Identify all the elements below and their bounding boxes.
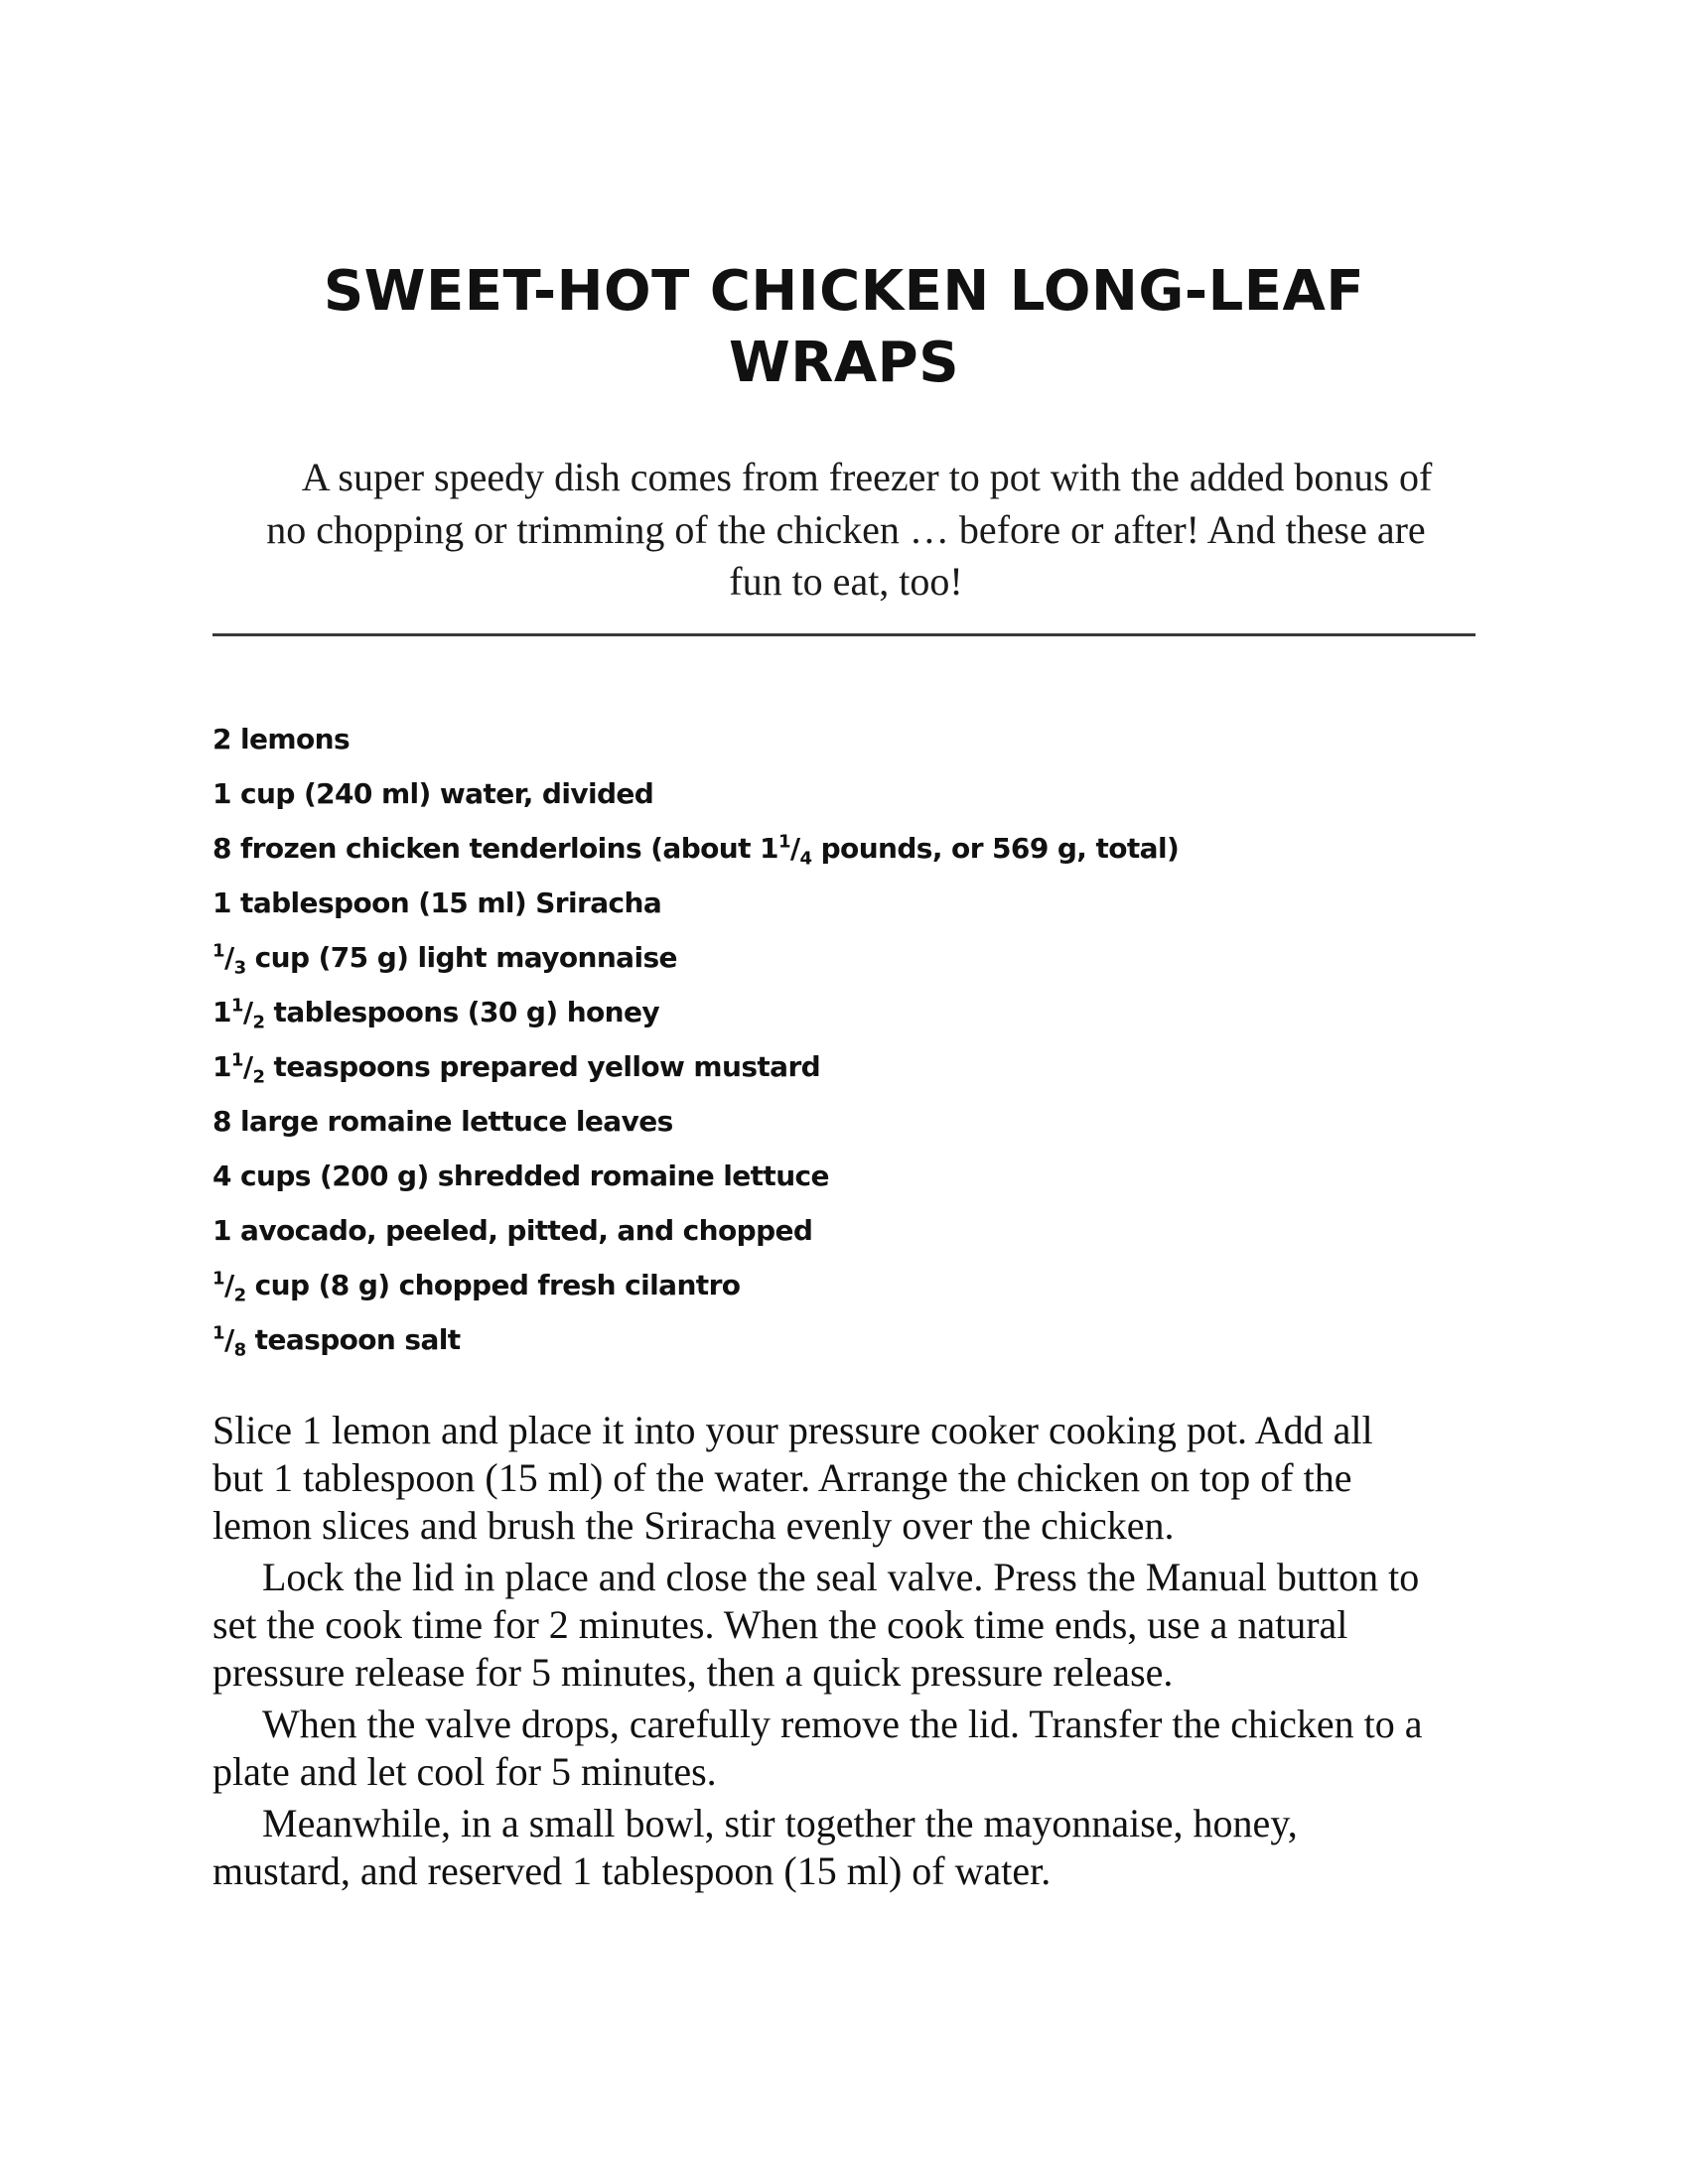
recipe-title-line-1: SWEET-HOT CHICKEN LONG-LEAF [323,259,1365,324]
instruction-step [212,1701,1483,1796]
ingredient-text: teaspoons prepared yellow mustard [264,1050,821,1083]
ingredient-text: tablespoons (30 g) honey [264,996,660,1028]
instruction-line: When the valve drops, carefully remove the lid. Transfer the chicken to a [262,1702,1423,1746]
ingredient-item [212,881,1179,935]
ingredient-item [212,771,1179,826]
ingredient-item: $^1/_2$ cup (8 g) chopped fresh cilantro [212,1268,741,1306]
ingredient-item [212,717,1179,771]
intro-line-3: fun to eat, too! [729,559,963,604]
intro-line-1: A super speedy dish comes from freezer to pot with the added bonus of [301,455,1433,499]
ingredient-text: 1 avocado, peeled, pitted, and chopped [212,1214,813,1247]
instruction-line: Meanwhile, in a small bowl, stir together the mayonnaise, honey, [262,1801,1298,1845]
fraction-numerator: 1 [212,940,224,962]
intro-line-2: no chopping or trimming of the chicken … before or after! And these are [266,506,1426,552]
ingredient-text: cup (8 g) chopped fresh cilantro [245,1269,741,1301]
fraction-numerator: 1 [212,1322,224,1344]
ingredient-item: $1^1/_2$ tablespoons (30 g) honey [212,995,660,1033]
instruction-step [212,1407,1483,1550]
ingredient-text: cup (75 g) light mayonnaise [245,941,677,974]
ingredient-text: teaspoon salt [245,1323,461,1356]
instruction-line: but 1 tablespoon (15 ml) of the water. Arrange the chicken on top of the [212,1455,1352,1500]
ingredient-item: $^1/_8$ teaspoon salt [212,1322,461,1361]
fraction-numerator: 1 [230,1049,243,1071]
instruction-line: pressure release for 5 minutes, then a quick pressure release. [212,1650,1174,1695]
instructions [212,1407,1483,1899]
ingredient-item [212,1099,1179,1154]
ingredient-text: pounds, or 569 g, total) [811,832,1180,865]
section-divider [212,633,1476,636]
fraction-denominator: 2 [252,1012,265,1033]
instruction-line: Slice 1 lemon and place it into your pressure cooker cooking pot. Add all [212,1408,1373,1452]
fraction-denominator: 3 [233,957,246,979]
ingredient-text: 1 tablespoon (15 ml) Sriracha [212,887,662,919]
instruction-line: Lock the lid in place and close the seal valve. Press the Manual button to [262,1555,1420,1599]
instruction-line: lemon slices and brush the Sriracha evenly over the chicken. [212,1503,1175,1548]
ingredient-list [212,717,1179,1372]
recipe-title-line-2: WRAPS [728,331,960,395]
fraction-denominator: 4 [799,848,812,870]
ingredient-item: $1^1/_2$ teaspoons prepared yellow mustard [212,1049,821,1088]
fraction-numerator: 1 [777,831,790,853]
ingredient-item: 8 frozen chicken tenderloins (about $1^1/_4$ pounds, or 569 g, total) [212,831,1180,870]
ingredient-text: 1 [212,1050,231,1083]
instruction-line: plate and let cool for 5 minutes. [212,1749,717,1794]
fraction-numerator: 1 [212,1268,224,1290]
ingredient-item [212,1154,1179,1208]
fraction-denominator: 2 [252,1066,265,1088]
ingredient-text: 8 frozen chicken tenderloins (about 1 [212,832,778,865]
instruction-step [212,1800,1483,1895]
fraction-denominator: 2 [233,1285,246,1306]
recipe-intro [234,452,1458,609]
ingredient-text: 4 cups (200 g) shredded romaine lettuce [212,1160,829,1192]
ingredient-text: 1 [212,996,231,1028]
ingredient-item [212,1208,1179,1263]
instruction-step [212,1554,1483,1697]
fraction-numerator: 1 [230,995,243,1017]
ingredient-text: 2 lemons [212,723,351,755]
instruction-line: mustard, and reserved 1 tablespoon (15 ml) of water. [212,1848,1052,1893]
ingredient-text: 8 large romaine lettuce leaves [212,1105,673,1138]
ingredient-text: 1 cup (240 ml) water, divided [212,777,654,810]
instruction-line: set the cook time for 2 minutes. When the cook time ends, use a natural [212,1602,1348,1647]
recipe-title [199,256,1489,399]
ingredient-item: $^1/_3$ cup (75 g) light mayonnaise [212,940,677,979]
fraction-denominator: 8 [233,1339,246,1361]
